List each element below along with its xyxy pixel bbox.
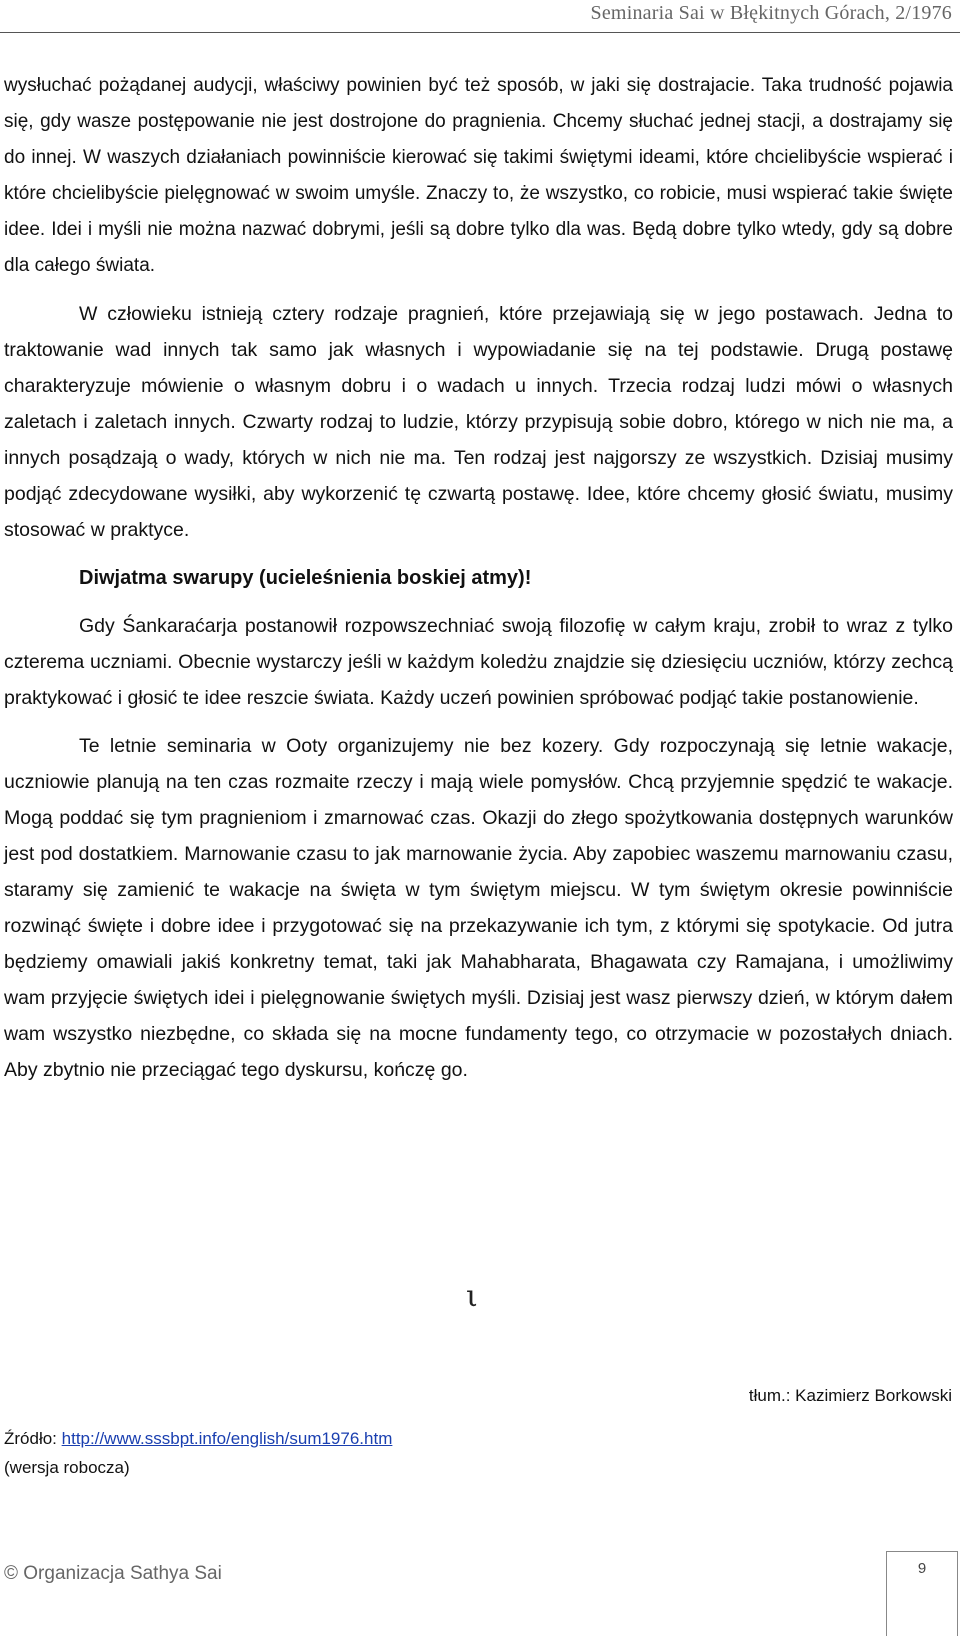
- paragraph-3: Gdy Śankaraćarja postanowił rozpowszechniać swoją filozofię w całym kraju, zrobił to wraz z tylko czterema uczniami. Obecnie wystarczy jeśli w każdym koledżu znajdzie się dziesięciu uczniów, którzy zechcą praktykować i głosić te idee reszcie świata. Każdy uczeń powinien spróbować podjąć takie postanowienie.: [4, 615, 953, 709]
- source-label: Źródło:: [4, 1429, 62, 1448]
- source-block: [4, 1424, 392, 1482]
- page-header: [0, 0, 960, 33]
- footer-copyright: © Organizacja Sathya Sai: [4, 1563, 222, 1584]
- draft-note: (wersja robocza): [4, 1458, 130, 1477]
- page-number: 9: [917, 1560, 927, 1577]
- source-line: [4, 1424, 392, 1453]
- paragraph-4: Te letnie seminaria w Ooty organizujemy nie bez kozery. Gdy rozpoczynają się letnie wakacje, uczniowie planują na ten czas rozmaite rzeczy i mają wiele pomysłów. Chcą przyjemnie spędzić te wakacje. Mogą poddać się tym pragnieniom i zmarnować czas. Okazji do złego spożytkowania dostępnych warunków jest pod dostatkiem. Marnowanie czasu to jak marnowanie życia. Aby zapobiec waszemu marnowaniu czasu, staramy się zamienić te wakacje na święta w tym świętym miejscu. W tym świętym okresie powinniście rozwinąć święte i dobre idee i przygotować się na przekazywanie ich tym, z którymi się spotykacie. Od jutra będziemy omawiali jakiś konkretny temat, taki jak Mahabharata, Bhagawata czy Ramajana, i umożliwimy wam przyjęcie świętych idei i pielęgnowanie świętych myśli. Dzisiaj jest wasz pierwszy dzień, w którym dałem wam wszystko niezbędne, co składa się na mocne fundamenty tego, co otrzymacie w pozostałych dniach. Aby zbytnio nie przeciągać tego dyskursu, kończę go.: [4, 735, 953, 1081]
- page-number-box: [886, 1551, 958, 1636]
- paragraph-2: W człowieku istnieją cztery rodzaje pragnień, które przejawiają się w jego postawach. Jedna to traktowanie wad innych tak samo jak własnych i wypowiadanie się na tej podstawie. Drugą postawę charakteryzuje mówienie o własnym dobru i o wadach u innych. Trzecia rodzaj ludzi mówi o własnych zaletach i zaletach innych. Czwarty rodzaj to ludzie, którzy przypisują sobie dobro, którego w nich nie ma, a innych posądzają o wady, których w nich nie ma. Ten rodzaj jest najgorszy ze wszystkich. Dzisiaj musimy podjąć zdecydowane wysiłki, aby wykorzenić tę czwartą postawę. Idee, które chcemy głosić światu, musimy stosować w praktyce.: [4, 303, 953, 541]
- document-body: [4, 68, 953, 1088]
- running-header-title: Seminaria Sai w Błękitnych Górach, 2/1976: [590, 2, 952, 24]
- end-symbol: ι: [466, 1279, 478, 1314]
- source-link[interactable]: http://www.sssbpt.info/english/sum1976.htm: [61, 1429, 393, 1448]
- section-heading: Diwjatma swarupy (ucieleśnienia boskiej atmy)!: [79, 567, 532, 589]
- translator-credit: tłum.: Kazimierz Borkowski: [748, 1386, 952, 1405]
- paragraph-1: wysłuchać pożądanej audycji, właściwy powinien być też sposób, w jaki się dostrajacie. Taka trudność pojawia się, gdy wasze postępowanie nie jest dostrojone do pragnienia. Chcemy słuchać jednej stacji, a dostrajamy się do innej. W waszych działaniach powinniście kierować się takimi świętymi ideami, które chcielibyście wspierać i które chcielibyście pielęgnować w swoim umyśle. Znaczy to, że wszystko, co robicie, musi wspierać takie święte idee. Idei i myśli nie można nazwać dobrymi, jeśli są dobre tylko dla was. Będą dobre tylko wtedy, gdy są dobre dla całego świata.: [4, 75, 953, 276]
